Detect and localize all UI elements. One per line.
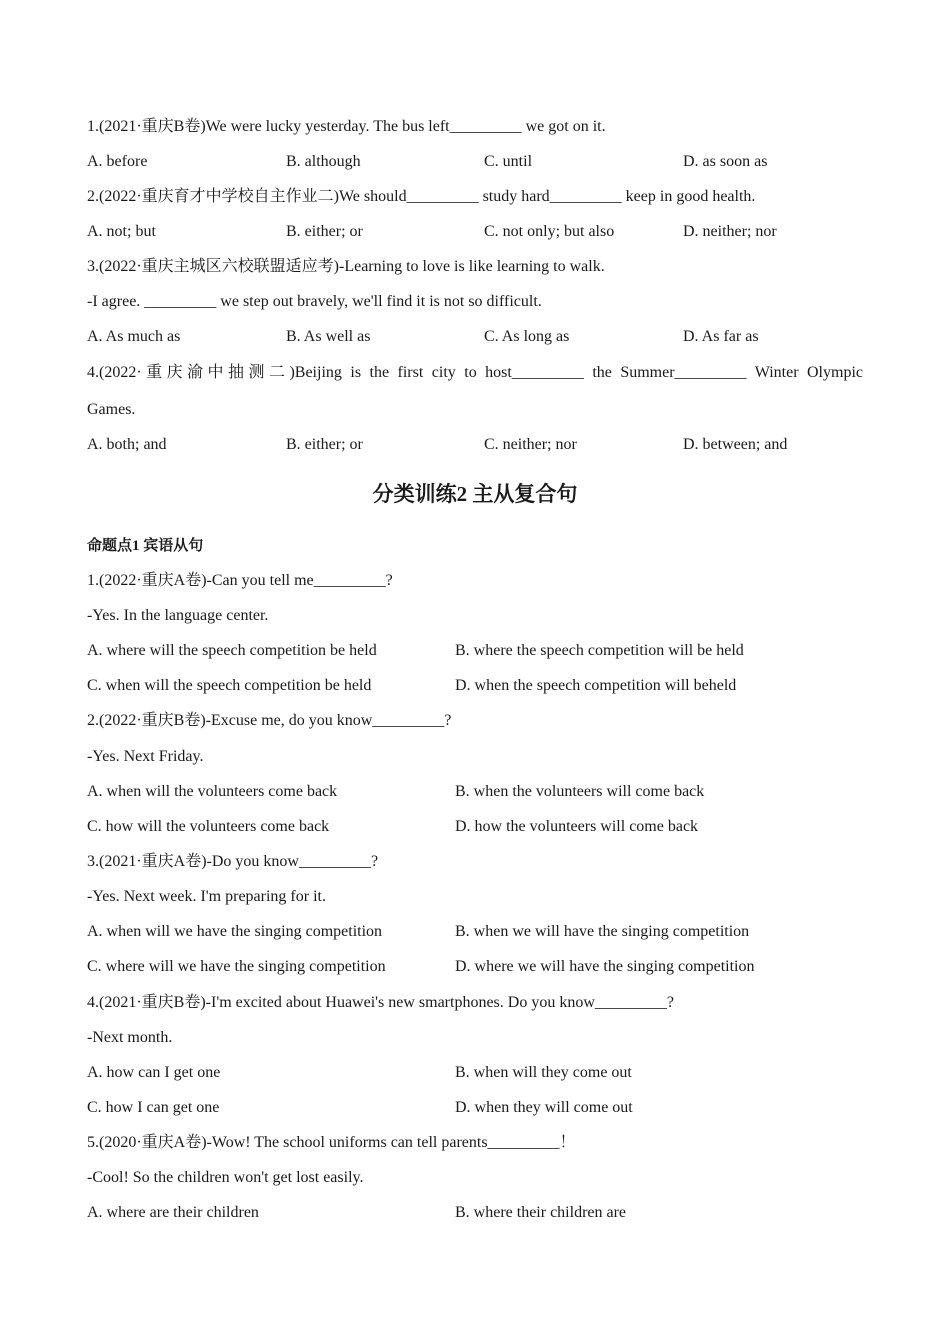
option-c: C. neither; nor xyxy=(484,436,577,453)
question-stem: 1.(2021·重庆B卷)We were lucky yesterday. The bus left_________ we got on it. xyxy=(87,118,606,135)
question-line: -I agree. _________ we step out bravely, we'll find it is not so difficult. xyxy=(87,293,542,310)
question-stem: 3.(2022·重庆主城区六校联盟适应考)-Learning to love is like learning to walk. xyxy=(87,258,605,275)
option-c: C. when will the speech competition be held xyxy=(87,677,372,694)
question-stem: 2.(2022·重庆B卷)-Excuse me, do you know_________? xyxy=(87,712,452,729)
option-d: D. As far as xyxy=(683,328,759,345)
option-a: A. where will the speech competition be held xyxy=(87,642,377,659)
section-subtitle: 命题点1 宾语从句 xyxy=(87,538,204,554)
option-a: A. when will we have the singing competition xyxy=(87,923,383,940)
option-d: D. between; and xyxy=(683,436,788,453)
option-b: B. As well as xyxy=(286,328,371,345)
option-c: C. not only; but also xyxy=(484,223,615,240)
option-b: B. when the volunteers will come back xyxy=(455,783,705,800)
question-line: -Yes. Next Friday. xyxy=(87,748,204,765)
question-stem: 4.(2021·重庆B卷)-I'm excited about Huawei's new smartphones. Do you know_________? xyxy=(87,994,674,1011)
question-line: -Cool! So the children won't get lost easily. xyxy=(87,1169,364,1186)
question-line: -Yes. Next week. I'm preparing for it. xyxy=(87,888,326,905)
option-d: D. when they will come out xyxy=(455,1099,633,1116)
question-stem: 1.(2022·重庆A卷)-Can you tell me_________? xyxy=(87,572,393,589)
question-stem: 3.(2021·重庆A卷)-Do you know_________? xyxy=(87,853,379,870)
option-a: A. As much as xyxy=(87,328,181,345)
option-d: D. as soon as xyxy=(683,153,768,170)
option-b: B. either; or xyxy=(286,436,363,453)
option-a: A. when will the volunteers come back xyxy=(87,783,338,800)
option-b: B. when we will have the singing competition xyxy=(455,923,750,940)
option-b: B. when will they come out xyxy=(455,1064,632,1081)
option-d: D. neither; nor xyxy=(683,223,777,240)
question-line: -Next month. xyxy=(87,1029,173,1046)
option-d: D. when the speech competition will beheld xyxy=(455,677,737,694)
question-stem: 5.(2020·重庆A卷)-Wow! The school uniforms can tell parents_________！ xyxy=(87,1134,576,1151)
option-a: A. how can I get one xyxy=(87,1064,221,1081)
question-line: Games. xyxy=(87,401,136,418)
question-line: -Yes. In the language center. xyxy=(87,607,269,624)
option-b: B. either; or xyxy=(286,223,363,240)
option-d: D. how the volunteers will come back xyxy=(455,818,699,835)
option-d: D. where we will have the singing competition xyxy=(455,958,755,975)
option-c: C. As long as xyxy=(484,328,570,345)
option-b: B. where the speech competition will be held xyxy=(455,642,744,659)
option-a: A. both; and xyxy=(87,436,167,453)
question-stem: 2.(2022·重庆育才中学校自主作业二)We should_________ study hard_________ keep in good health. xyxy=(87,188,756,205)
question-stem: 4.(2022·重庆渝中抽测二)Beijing is the first city to host_________ the Summer_________ Winter Olympic xyxy=(87,364,863,381)
option-b: B. although xyxy=(286,153,361,170)
option-c: C. where will we have the singing competition xyxy=(87,958,386,975)
option-c: C. how I can get one xyxy=(87,1099,220,1116)
option-b: B. where their children are xyxy=(455,1204,627,1221)
option-a: A. not; but xyxy=(87,223,156,240)
option-a: A. before xyxy=(87,153,148,170)
section-title: 分类训练2 主从复合句 xyxy=(372,482,578,506)
option-c: C. how will the volunteers come back xyxy=(87,818,330,835)
option-a: A. where are their children xyxy=(87,1204,259,1221)
option-c: C. until xyxy=(484,153,533,170)
